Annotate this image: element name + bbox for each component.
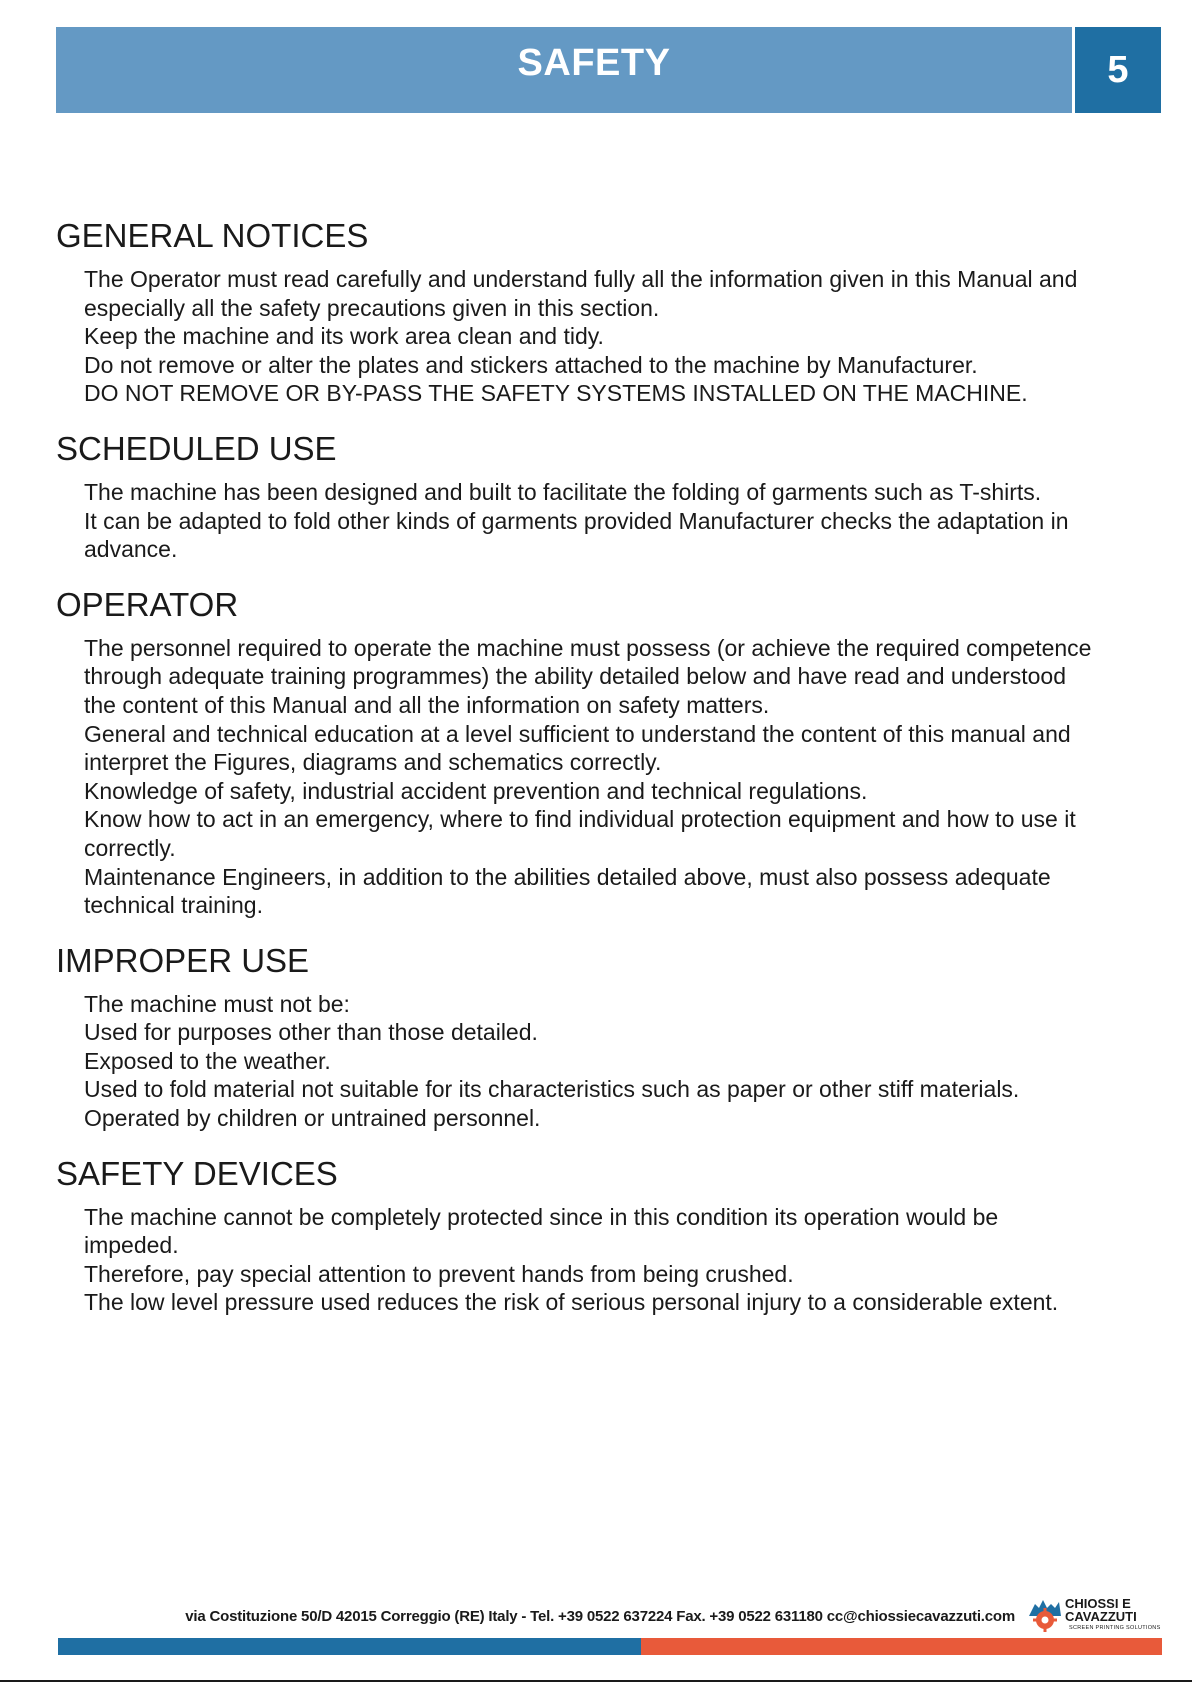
paragraph-line: Therefore, pay special attention to prevent hands from being crushed. bbox=[84, 1260, 794, 1287]
section-title: SAFETY DEVICES bbox=[56, 1154, 338, 1192]
company-logo bbox=[1025, 1594, 1165, 1634]
paragraph-line: The machine has been designed and built to facilitate the folding of garments such as T-shirts. bbox=[84, 478, 1042, 505]
section-title: OPERATOR bbox=[56, 585, 239, 623]
footer-address: via Costituzione 50/D 42015 Correggio (RE) Italy - Tel. +39 0522 637224 Fax. +39 0522 631180 cc@chiossiecavazzuti.com bbox=[185, 1608, 1015, 1625]
paragraph-line: The Operator must read carefully and understand fully all the information given in this Manual and bbox=[84, 266, 1078, 292]
section-scheduled-use bbox=[56, 428, 1156, 564]
section-operator bbox=[56, 584, 1156, 920]
paragraph-line: Maintenance Engineers, in addition to the abilities detailed above, must also possess adequate bbox=[84, 863, 1051, 890]
paragraph-line: especially all the safety precautions given in this section. bbox=[84, 294, 660, 321]
paragraph-line: Do not remove or alter the plates and stickers attached to the machine by Manufacturer. bbox=[84, 351, 978, 378]
page-title: SAFETY bbox=[517, 42, 671, 84]
section-body bbox=[56, 478, 1156, 564]
document-body bbox=[56, 215, 1156, 1337]
section-title: GENERAL NOTICES bbox=[56, 217, 369, 254]
paragraph-line: Exposed to the weather. bbox=[84, 1047, 331, 1074]
footer-bar-red bbox=[641, 1638, 1162, 1655]
logo-tagline: SCREEN PRINTING SOLUTIONS bbox=[1069, 1625, 1161, 1631]
paragraph-line: DO NOT REMOVE OR BY-PASS THE SAFETY SYSTEMS INSTALLED ON THE MACHINE. bbox=[84, 380, 1028, 407]
paragraph-line: Keep the machine and its work area clean and tidy. bbox=[84, 323, 604, 350]
paragraph-line: correctly. bbox=[84, 834, 176, 861]
paragraph-line: Knowledge of safety, industrial accident prevention and technical regulations. bbox=[84, 777, 868, 804]
section-safety-devices bbox=[56, 1153, 1156, 1317]
section-title: SCHEDULED USE bbox=[56, 429, 337, 467]
paragraph-line: The machine cannot be completely protected since in this condition its operation would be bbox=[84, 1203, 999, 1230]
logo-line-2: CAVAZZUTI bbox=[1065, 1609, 1137, 1624]
paragraph-line: The low level pressure used reduces the risk of serious personal injury to a considerable extent. bbox=[84, 1289, 1059, 1316]
section-body bbox=[56, 634, 1156, 920]
paragraph-line: The personnel required to operate the machine must possess (or achieve the required competence bbox=[84, 634, 1092, 661]
paragraph-line: It can be adapted to fold other kinds of garments provided Manufacturer checks the adaptation in bbox=[84, 507, 1069, 534]
paragraph-line: Used to fold material not suitable for its characteristics such as paper or other stiff materials. bbox=[84, 1076, 1020, 1103]
section-title: IMPROPER USE bbox=[56, 941, 310, 979]
section-body bbox=[56, 1203, 1156, 1317]
section-body bbox=[56, 265, 1156, 408]
paragraph-line: interpret the Figures, diagrams and schematics correctly. bbox=[84, 749, 662, 776]
paragraph-line: the content of this Manual and all the information on safety matters. bbox=[84, 691, 770, 718]
page-bottom-rule bbox=[0, 1680, 1192, 1682]
paragraph-line: through adequate training programmes) the ability detailed below and have read and understood bbox=[84, 663, 1066, 690]
paragraph-line: General and technical education at a level sufficient to understand the content of this manual and bbox=[84, 720, 1071, 747]
paragraph-line: impeded. bbox=[84, 1232, 179, 1259]
footer-bar-blue bbox=[58, 1638, 641, 1655]
section-improper-use bbox=[56, 940, 1156, 1133]
paragraph-line: technical training. bbox=[84, 892, 263, 919]
gear-logo-icon bbox=[1025, 1594, 1065, 1634]
logo-line-1: CHIOSSI E bbox=[1065, 1596, 1131, 1611]
paragraph-line: Used for purposes other than those detailed. bbox=[84, 1019, 538, 1046]
logo-wordmark bbox=[1065, 1597, 1137, 1623]
section-body bbox=[56, 990, 1156, 1133]
page-number: 5 bbox=[1075, 27, 1161, 113]
paragraph-line: advance. bbox=[84, 536, 178, 563]
section-general-notices bbox=[56, 215, 1156, 408]
paragraph-line: Know how to act in an emergency, where to find individual protection equipment and how to use it bbox=[84, 806, 1076, 833]
paragraph-line: The machine must not be: bbox=[84, 990, 350, 1017]
paragraph-line: Operated by children or untrained personnel. bbox=[84, 1105, 541, 1132]
